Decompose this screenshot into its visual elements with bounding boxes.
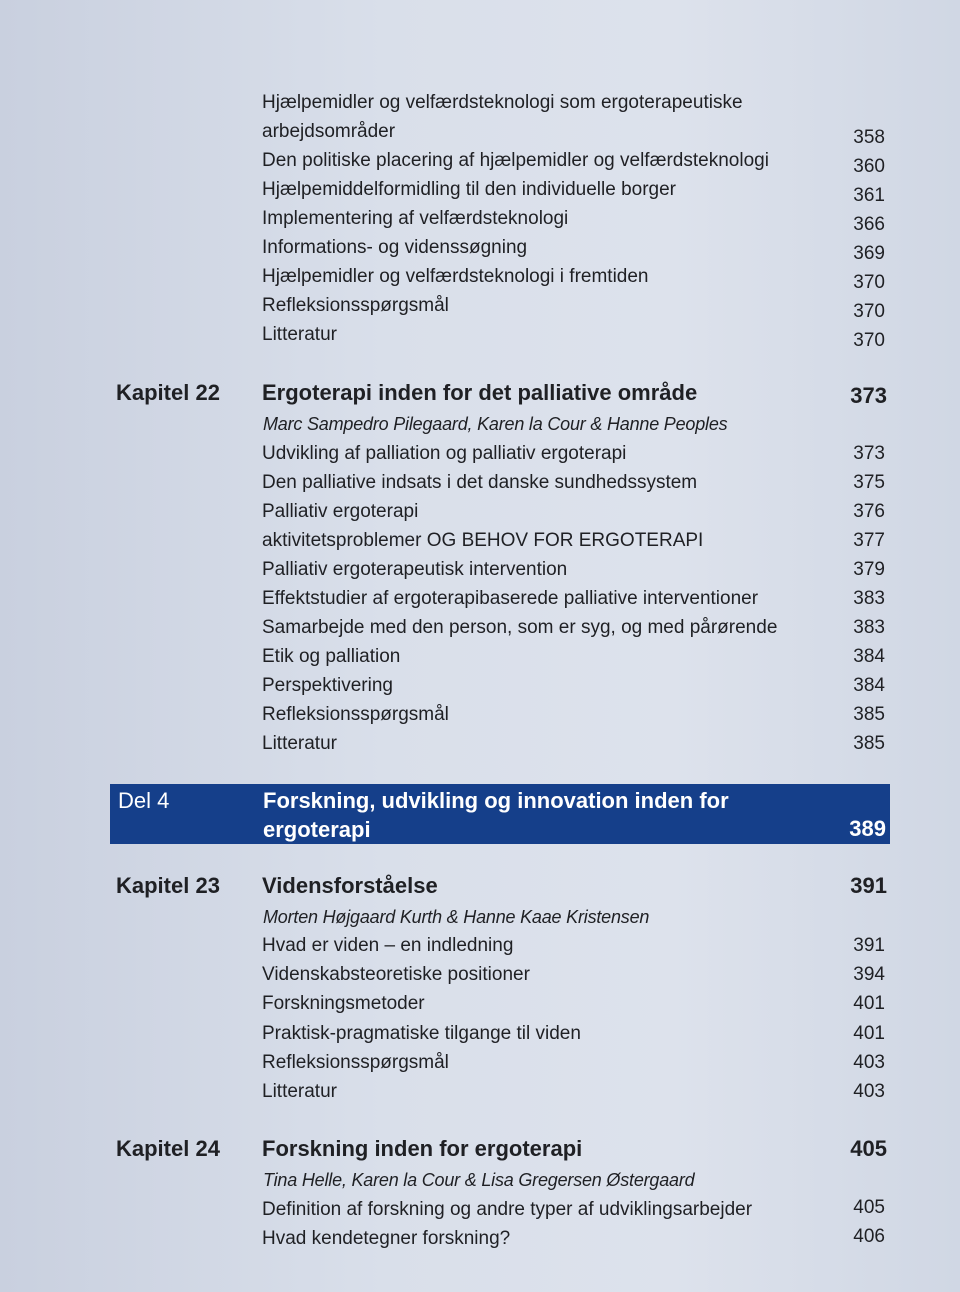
- toc-entry-page: 377: [853, 530, 885, 551]
- toc-entry-title: Palliativ ergoterapi: [262, 501, 419, 522]
- toc-entry-title: Perspektivering: [262, 675, 393, 696]
- toc-entry-title: Praktisk-pragmatiske tilgange til viden: [262, 1023, 581, 1044]
- toc-entry-page: 376: [853, 501, 885, 522]
- toc-entry-page: 385: [853, 704, 885, 725]
- toc-entry-title: Videnskabsteoretiske positioner: [262, 964, 530, 985]
- toc-entry-title: Forskningsmetoder: [262, 993, 425, 1014]
- toc-entry-title: Hvad er viden – en indledning: [262, 935, 514, 956]
- toc-entry-title: aktivitetsproblemer OG BEHOV FOR ERGOTERAPI: [262, 530, 704, 551]
- toc-entry-title: Litteratur: [262, 324, 337, 345]
- toc-entry-title: Effektstudier af ergoterapibaserede palliative interventioner: [262, 588, 759, 609]
- chapter-title: Vidensforståelse: [262, 873, 438, 898]
- chapter-title: Forskning inden for ergoterapi: [262, 1136, 583, 1161]
- toc-entry-title: Etik og palliation: [262, 646, 401, 667]
- toc-entry-page: 375: [853, 472, 885, 493]
- toc-entry-title: Refleksionsspørgsmål: [262, 295, 449, 316]
- toc-entry-page: 391: [853, 935, 885, 956]
- chapter-authors: Morten Højgaard Kurth & Hanne Kaae Kristensen: [263, 907, 650, 927]
- chapter-page: 373: [850, 383, 887, 408]
- toc-entry-title: Hjælpemidler og velfærdsteknologi som ergoterapeutiske: [262, 92, 743, 113]
- toc-entry-page: 379: [853, 559, 885, 580]
- chapter-page: 391: [850, 873, 887, 898]
- toc-entry-page: 383: [853, 617, 885, 638]
- toc-entry-page: 361: [853, 185, 885, 206]
- toc-entry-page: 369: [853, 243, 885, 264]
- toc-entry-title: Refleksionsspørgsmål: [262, 1052, 449, 1073]
- toc-entry-page: 405: [853, 1197, 885, 1218]
- toc-entry-title: Udvikling af palliation og palliativ ergoterapi: [262, 443, 627, 464]
- toc-entry-title: Hjælpemidler og velfærdsteknologi i fremtiden: [262, 266, 649, 287]
- toc-entry-page: 384: [853, 675, 885, 696]
- toc-entry-page: 401: [853, 993, 885, 1014]
- toc-entry-title: Informations- og videnssøgning: [262, 237, 528, 258]
- chapter-authors: Marc Sampedro Pilegaard, Karen la Cour & Hanne Peoples: [263, 414, 728, 434]
- toc-entry-page: 370: [853, 330, 885, 351]
- chapter-page: 405: [850, 1136, 887, 1161]
- toc-entry-page: 394: [853, 964, 885, 985]
- toc-entry-page: 406: [853, 1226, 885, 1247]
- part-title: Forskning, udvikling og innovation inden for ergoterapi: [263, 788, 729, 842]
- toc-entry-title: Samarbejde med den person, som er syg, og med pårørende: [262, 617, 778, 638]
- toc-entry-page: 358: [853, 127, 885, 148]
- toc-entry-title: Litteratur: [262, 1081, 337, 1102]
- toc-entry-title: Refleksionsspørgsmål: [262, 704, 449, 725]
- part-band: [110, 784, 890, 844]
- chapter-label: Kapitel 24: [116, 1136, 220, 1161]
- toc-entry-page: 373: [853, 443, 885, 464]
- toc-entry-title: arbejdsområder: [262, 121, 396, 142]
- part-page: 389: [849, 816, 886, 841]
- toc-entry-page: 366: [853, 214, 885, 235]
- toc-entry-page: 360: [853, 156, 885, 177]
- toc-entry-title: Litteratur: [262, 733, 337, 754]
- chapter-title: Ergoterapi inden for det palliative område: [262, 380, 698, 405]
- toc-entry-title: Den palliative indsats i det danske sundhedssystem: [262, 472, 698, 493]
- chapter-label: Kapitel 22: [116, 380, 220, 405]
- toc-entry-page: 370: [853, 272, 885, 293]
- toc-entry-page: 403: [853, 1052, 885, 1073]
- toc-entry-page: 403: [853, 1081, 885, 1102]
- toc-entry-title: Den politiske placering af hjælpemidler og velfærdsteknologi: [262, 150, 769, 171]
- toc-entry-page: 385: [853, 733, 885, 754]
- chapter-label: Kapitel 23: [116, 873, 220, 898]
- toc-entry-title: Palliativ ergoterapeutisk intervention: [262, 559, 568, 580]
- toc-entry-title: Definition af forskning og andre typer af udviklingsarbejder: [262, 1199, 753, 1220]
- toc-entry-title: Hjælpemiddelformidling til den individuelle borger: [262, 179, 676, 200]
- toc-entry-page: 384: [853, 646, 885, 667]
- toc-entry-title: Implementering af velfærdsteknologi: [262, 208, 569, 229]
- toc-entry-page: 401: [853, 1023, 885, 1044]
- toc-entry-title: Hvad kendetegner forskning?: [262, 1228, 511, 1249]
- chapter-authors: Tina Helle, Karen la Cour & Lisa Gregersen Østergaard: [263, 1170, 695, 1190]
- part-label: Del 4: [118, 788, 170, 813]
- toc-entry-page: 383: [853, 588, 885, 609]
- toc-entry-page: 370: [853, 301, 885, 322]
